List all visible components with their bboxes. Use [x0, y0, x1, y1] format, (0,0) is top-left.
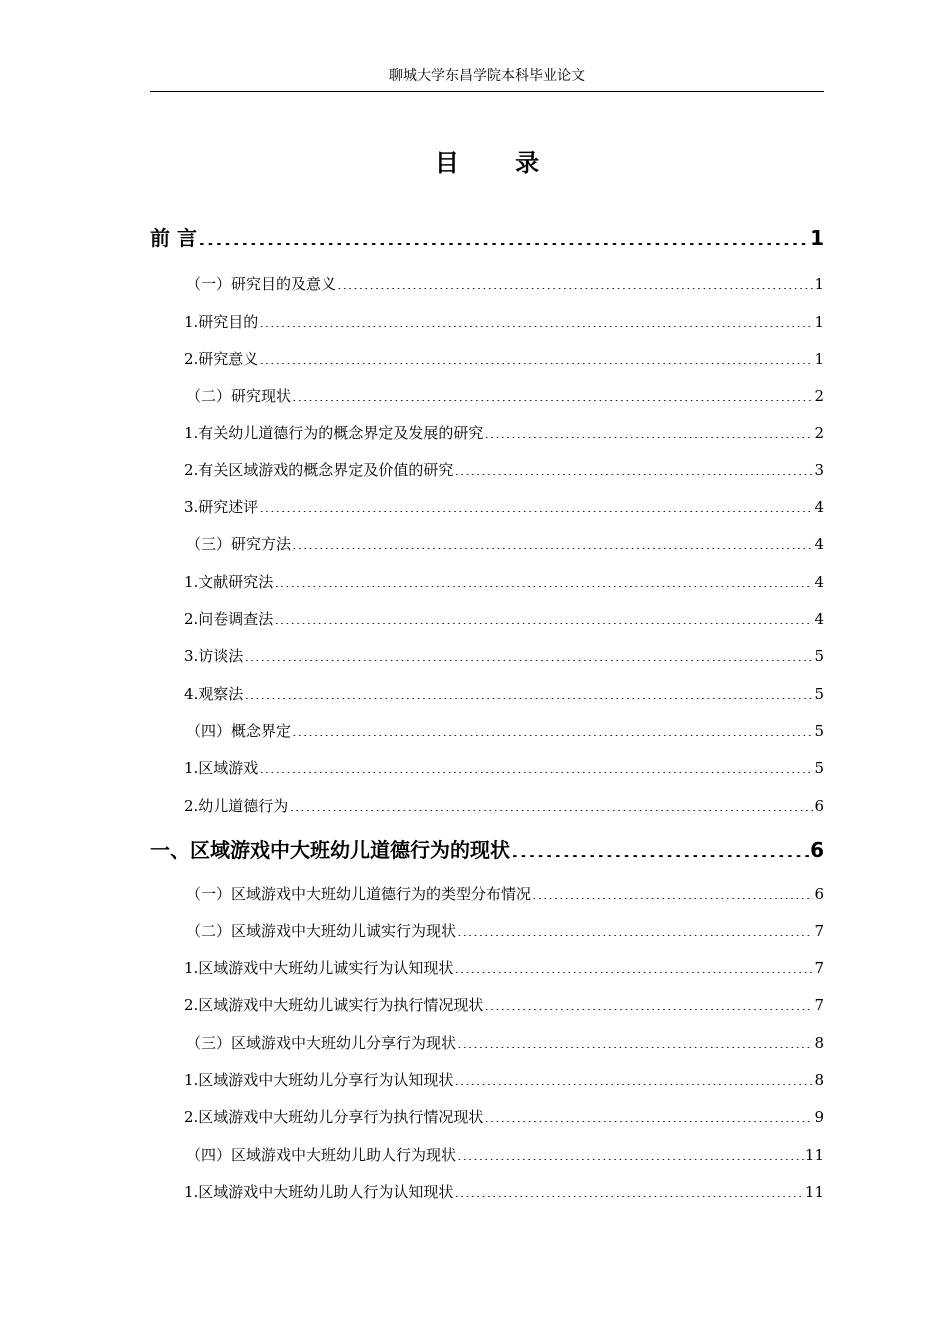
- toc-entry-page: 5: [814, 759, 824, 777]
- toc-entry-label: （四）概念界定: [186, 722, 292, 740]
- toc-entry-label: 2.问卷调查法: [184, 610, 274, 628]
- toc-leader-dots: [511, 837, 809, 857]
- toc-leader-dots: [274, 609, 813, 624]
- toc-entry-label: 1.有关幼儿道德行为的概念界定及发展的研究: [184, 424, 484, 442]
- toc-entry-label: 4.观察法: [184, 685, 244, 703]
- toc-entry-label: 2.研究意义: [184, 350, 259, 368]
- toc-leader-dots: [484, 995, 813, 1010]
- toc-leader-dots: [259, 497, 813, 512]
- toc-leader-dots: [454, 460, 813, 475]
- toc-entry-section[interactable]: [150, 882, 824, 906]
- toc-entry-page: 5: [814, 685, 824, 703]
- toc-leader-dots: [292, 721, 813, 736]
- toc-entry-subsection[interactable]: [150, 495, 824, 519]
- toc-entry-page: 4: [814, 535, 824, 553]
- toc-entry-label: 1.区域游戏中大班幼儿诚实行为认知现状: [184, 959, 454, 977]
- toc-entry-subsection[interactable]: [150, 682, 824, 706]
- toc-entry-chapter[interactable]: [150, 222, 824, 254]
- toc-entry-section[interactable]: [150, 719, 824, 743]
- toc-leader-dots: [484, 423, 813, 438]
- toc-entry-label: （三）区域游戏中大班幼儿分享行为现状: [186, 1034, 457, 1052]
- toc-leader-dots: [292, 386, 813, 401]
- toc-entry-section[interactable]: [150, 272, 824, 296]
- toc-entry-label: 2.区域游戏中大班幼儿分享行为执行情况现状: [184, 1108, 484, 1126]
- toc-entry-subsection[interactable]: [150, 1180, 824, 1204]
- toc-entry-subsection[interactable]: [150, 756, 824, 780]
- toc-leader-dots: [198, 225, 809, 245]
- toc-leader-dots: [274, 572, 813, 587]
- toc-entry-page: 1: [810, 226, 824, 250]
- toc-title: 目 录: [434, 149, 564, 177]
- toc-entry-page: 7: [814, 959, 824, 977]
- toc-leader-dots: [532, 884, 813, 899]
- toc-entry-subsection[interactable]: [150, 644, 824, 668]
- toc-entry-label: 1.研究目的: [184, 313, 259, 331]
- toc-leader-dots: [454, 1070, 813, 1085]
- toc-entry-label: （三）研究方法: [186, 535, 292, 553]
- toc-entry-label: 1.文献研究法: [184, 573, 274, 591]
- toc-entry-label: 2.区域游戏中大班幼儿诚实行为执行情况现状: [184, 996, 484, 1014]
- toc-entry-subsection[interactable]: [150, 570, 824, 594]
- toc-leader-dots: [337, 274, 813, 289]
- toc-entry-label: （二）区域游戏中大班幼儿诚实行为现状: [186, 922, 457, 940]
- toc-leader-dots: [259, 758, 813, 773]
- toc-entry-subsection[interactable]: [150, 1068, 824, 1092]
- toc-entry-section[interactable]: [150, 532, 824, 556]
- toc-entry-section[interactable]: [150, 919, 824, 943]
- toc-entry-page: 1: [814, 275, 824, 293]
- toc-entry-page: 7: [814, 996, 824, 1014]
- toc-entry-section[interactable]: [150, 1031, 824, 1055]
- toc-entry-page: 11: [804, 1146, 824, 1164]
- toc-entry-page: 2: [814, 387, 824, 405]
- toc-entry-page: 2: [814, 424, 824, 442]
- toc-entry-label: 3.研究述评: [184, 498, 259, 516]
- toc-entry-label: （一）区域游戏中大班幼儿道德行为的类型分布情况: [186, 885, 532, 903]
- toc-entry-label: （一）研究目的及意义: [186, 275, 337, 293]
- toc-entry-page: 4: [814, 573, 824, 591]
- toc-leader-dots: [484, 1107, 813, 1122]
- toc-entry-label: （二）研究现状: [186, 387, 292, 405]
- toc-entry-label: 2.有关区域游戏的概念界定及价值的研究: [184, 461, 454, 479]
- toc-entry-page: 8: [814, 1071, 824, 1089]
- toc-entry-page: 9: [814, 1108, 824, 1126]
- toc-entry-subsection[interactable]: [150, 310, 824, 334]
- toc-entry-label: 1.区域游戏中大班幼儿分享行为认知现状: [184, 1071, 454, 1089]
- toc-entry-label: 1.区域游戏中大班幼儿助人行为认知现状: [184, 1183, 454, 1201]
- toc-entry-page: 6: [814, 797, 824, 815]
- toc-entry-subsection[interactable]: [150, 458, 824, 482]
- toc-entry-label: （四）区域游戏中大班幼儿助人行为现状: [186, 1146, 457, 1164]
- toc-leader-dots: [457, 921, 813, 936]
- toc-entry-subsection[interactable]: [150, 1105, 824, 1129]
- toc-entry-page: 7: [814, 922, 824, 940]
- toc-entry-page: 6: [810, 838, 824, 862]
- page-header: 聊城大学东昌学院本科毕业论文: [389, 68, 585, 84]
- toc-leader-dots: [292, 534, 813, 549]
- toc-leader-dots: [454, 1182, 804, 1197]
- toc-leader-dots: [457, 1145, 804, 1160]
- toc-entry-page: 4: [814, 498, 824, 516]
- toc-entry-page: 3: [814, 461, 824, 479]
- toc-entry-label: 1.区域游戏: [184, 759, 259, 777]
- toc-entry-page: 1: [814, 313, 824, 331]
- toc-entry-chapter[interactable]: [150, 834, 824, 866]
- toc-leader-dots: [289, 796, 813, 811]
- toc-entry-subsection[interactable]: [150, 956, 824, 980]
- toc-entry-subsection[interactable]: [150, 993, 824, 1017]
- toc-entry-subsection[interactable]: [150, 607, 824, 631]
- toc-entry-page: 5: [814, 647, 824, 665]
- toc-entry-subsection[interactable]: [150, 347, 824, 371]
- toc-entry-section[interactable]: [150, 384, 824, 408]
- toc-entry-subsection[interactable]: [150, 421, 824, 445]
- toc-entry-page: 11: [804, 1183, 824, 1201]
- toc-entry-page: 6: [814, 885, 824, 903]
- toc-entry-label: 2.幼儿道德行为: [184, 797, 289, 815]
- toc-entry-label: 3.访谈法: [184, 647, 244, 665]
- toc-entry-subsection[interactable]: [150, 794, 824, 818]
- toc-entry-label: 前 言: [150, 226, 197, 250]
- toc-entry-section[interactable]: [150, 1143, 824, 1167]
- toc-entry-page: 5: [814, 722, 824, 740]
- toc-leader-dots: [259, 349, 813, 364]
- toc-entry-label: 一、区域游戏中大班幼儿道德行为的现状: [150, 838, 510, 862]
- toc-entry-page: 1: [814, 350, 824, 368]
- toc-leader-dots: [457, 1033, 813, 1048]
- toc-entry-page: 4: [814, 610, 824, 628]
- toc-leader-dots: [259, 312, 813, 327]
- header-divider: [150, 91, 824, 92]
- toc-entry-page: 8: [814, 1034, 824, 1052]
- toc-leader-dots: [244, 684, 813, 699]
- toc-leader-dots: [454, 958, 813, 973]
- toc-leader-dots: [244, 646, 813, 661]
